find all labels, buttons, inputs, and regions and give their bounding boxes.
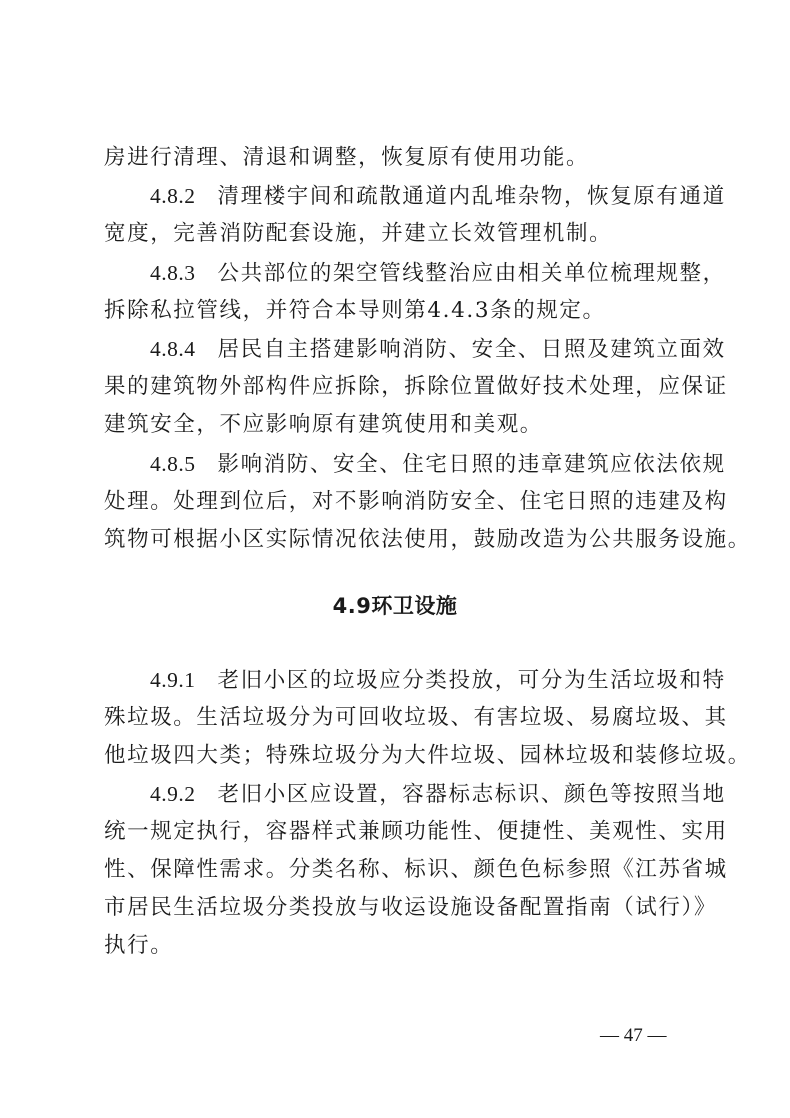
paragraph-line: 执行。 xyxy=(104,933,174,958)
paragraph-line: 居民自主搭建影响消防、安全、日照及建筑立面效 xyxy=(217,337,726,362)
paragraph-line: 老旧小区应设置，容器标志标识、颜色等按照当地 xyxy=(217,782,726,807)
paragraph-line: 筑物可根据小区实际情况依法使用，鼓励改造为公共服务设施。 xyxy=(104,527,751,552)
paragraph-line: 殊垃圾。生活垃圾分为可回收垃圾、有害垃圾、易腐垃圾、其 xyxy=(104,705,728,730)
paragraph-line: 房进行清理、清退和调整，恢复原有使用功能。 xyxy=(104,145,590,170)
section-heading: 4.9环卫设施 xyxy=(332,594,458,618)
paragraph-line: 公共部位的架空管线整治应由相关单位梳理规整， xyxy=(217,261,726,286)
paragraph-line: 他垃圾四大类；特殊垃圾分为大件垃圾、园林垃圾和装修垃圾。 xyxy=(104,743,751,768)
paragraph-line: 处理。处理到位后，对不影响消防安全、住宅日照的违建及构 xyxy=(104,489,728,514)
paragraph-line: 性、保障性需求。分类名称、标识、颜色色标参照《江苏省城 xyxy=(104,857,728,882)
clause-4-8-4 xyxy=(150,333,726,366)
clause-4-8-3 xyxy=(150,257,726,290)
paragraph-line: 市居民生活垃圾分类投放与收运设施设备配置指南（试行）》 xyxy=(104,895,717,920)
paragraph-line: 清理楼宇间和疏散通道内乱堆杂物，恢复原有通道 xyxy=(217,184,726,209)
paragraph-line: 统一规定执行，容器样式兼顾功能性、便捷性、美观性、实用 xyxy=(104,819,728,844)
clause-4-9-2 xyxy=(150,778,726,811)
clause-number: 4.9.1 xyxy=(150,668,196,692)
paragraph-line: 果的建筑物外部构件应拆除，拆除位置做好技术处理，应保证 xyxy=(104,374,728,399)
clause-4-8-2 xyxy=(150,180,726,213)
paragraph-line: 老旧小区的垃圾应分类投放，可分为生活垃圾和特 xyxy=(217,668,726,693)
clause-4-9-1 xyxy=(150,664,726,697)
clause-number: 4.8.2 xyxy=(150,184,196,208)
paragraph-line: 建筑安全，不应影响原有建筑使用和美观。 xyxy=(104,412,543,437)
page-number: — 47 — xyxy=(600,1025,667,1046)
clause-number: 4.8.4 xyxy=(150,337,196,361)
clause-number: 4.8.5 xyxy=(150,452,196,476)
paragraph-line: 影响消防、安全、住宅日照的违章建筑应依法依规 xyxy=(217,452,726,477)
clause-number: 4.9.2 xyxy=(150,782,196,806)
clause-number: 4.8.3 xyxy=(150,261,196,285)
paragraph-line: 宽度，完善消防配套设施，并建立长效管理机制。 xyxy=(104,221,613,246)
paragraph-line: 拆除私拉管线，并符合本导则第4.4.3条的规定。 xyxy=(104,298,606,323)
clause-4-8-5 xyxy=(150,448,726,481)
